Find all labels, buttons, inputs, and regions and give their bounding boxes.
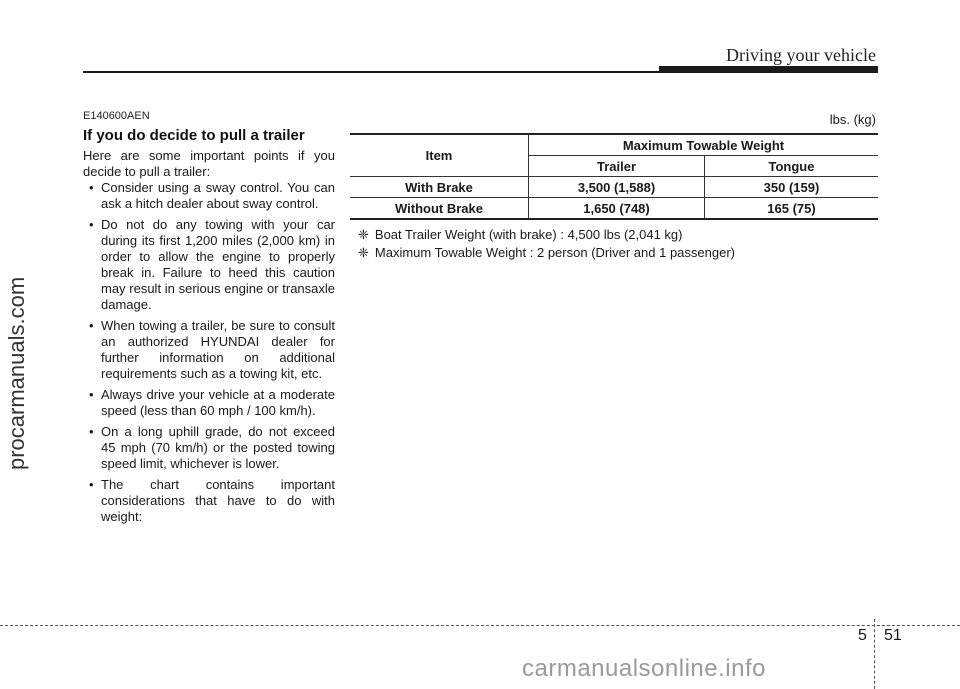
note-mark: ❈ bbox=[358, 227, 369, 242]
section-code: E140600AEN bbox=[83, 110, 150, 122]
towing-weight-table bbox=[350, 133, 878, 220]
page-number: 51 bbox=[884, 627, 902, 644]
row-item: With Brake bbox=[350, 177, 529, 198]
bullet-dot: • bbox=[89, 180, 94, 195]
bullet-text: The chart contains important considerations that have to do with weight: bbox=[101, 477, 335, 524]
row-tongue: 165 (75) bbox=[705, 198, 879, 220]
header-max-towable-weight: Maximum Towable Weight bbox=[529, 134, 879, 156]
note-boat-trailer bbox=[358, 227, 682, 243]
bullet-dot: • bbox=[89, 217, 94, 232]
bullet-text: When towing a trailer, be sure to consult an authorized HYUNDAI dealer for further information on additional requirements such as a towing kit, etc. bbox=[101, 318, 335, 381]
bullet-dot: • bbox=[89, 424, 94, 439]
side-watermark: procarmanuals.com bbox=[4, 276, 29, 470]
note-text: Maximum Towable Weight : 2 person (Driver and 1 passenger) bbox=[374, 245, 735, 260]
note-max-towable bbox=[358, 245, 735, 261]
row-tongue: 350 (159) bbox=[705, 177, 879, 198]
row-trailer: 1,650 (748) bbox=[529, 198, 705, 220]
bullet-text: On a long uphill grade, do not exceed 45 mph (70 km/h) or the posted towing speed limit, whichever is lower. bbox=[101, 424, 335, 471]
bullet-text: Always drive your vehicle at a moderate speed (less than 60 mph / 100 km/h). bbox=[101, 387, 335, 418]
chapter-number: 5 bbox=[858, 627, 867, 644]
header-item: Item bbox=[350, 134, 529, 177]
intro-paragraph: Here are some important points if you decide to pull a trailer: bbox=[83, 148, 335, 179]
header-trailer: Trailer bbox=[529, 156, 705, 177]
table-header-row bbox=[350, 134, 878, 156]
unit-label: lbs. (kg) bbox=[829, 112, 876, 127]
table-row bbox=[350, 177, 878, 198]
bullet-dot: • bbox=[89, 318, 94, 333]
list-item bbox=[83, 424, 335, 472]
note-mark: ❈ bbox=[358, 245, 369, 260]
note-text: Boat Trailer Weight (with brake) : 4,500 lbs (2,041 kg) bbox=[374, 227, 683, 242]
header-accent-bar bbox=[659, 66, 878, 73]
section-title: Driving your vehicle bbox=[726, 45, 876, 65]
list-item bbox=[83, 477, 335, 525]
header-tongue: Tongue bbox=[705, 156, 879, 177]
list-item bbox=[83, 387, 335, 419]
list-item bbox=[83, 217, 335, 313]
row-trailer: 3,500 (1,588) bbox=[529, 177, 705, 198]
table-row bbox=[350, 198, 878, 220]
bullet-list bbox=[83, 180, 335, 530]
row-item: Without Brake bbox=[350, 198, 529, 220]
bullet-text: Consider using a sway control. You can ask a hitch dealer about sway control. bbox=[101, 180, 335, 211]
list-item bbox=[83, 318, 335, 382]
bullet-dot: • bbox=[89, 477, 94, 492]
footer-dashed-rule bbox=[0, 625, 960, 626]
list-item bbox=[83, 180, 335, 212]
footer-vertical-rule bbox=[874, 619, 875, 689]
bullet-text: Do not do any towing with your car during its first 1,200 miles (2,000 km) in order to allow the engine to properly break in. Failure to heed this caution may result in serious engine or transaxle damage. bbox=[101, 217, 335, 312]
section-heading: If you do decide to pull a trailer bbox=[83, 127, 305, 144]
footer-watermark: carmanualsonline.info bbox=[522, 655, 766, 682]
bullet-dot: • bbox=[89, 387, 94, 402]
